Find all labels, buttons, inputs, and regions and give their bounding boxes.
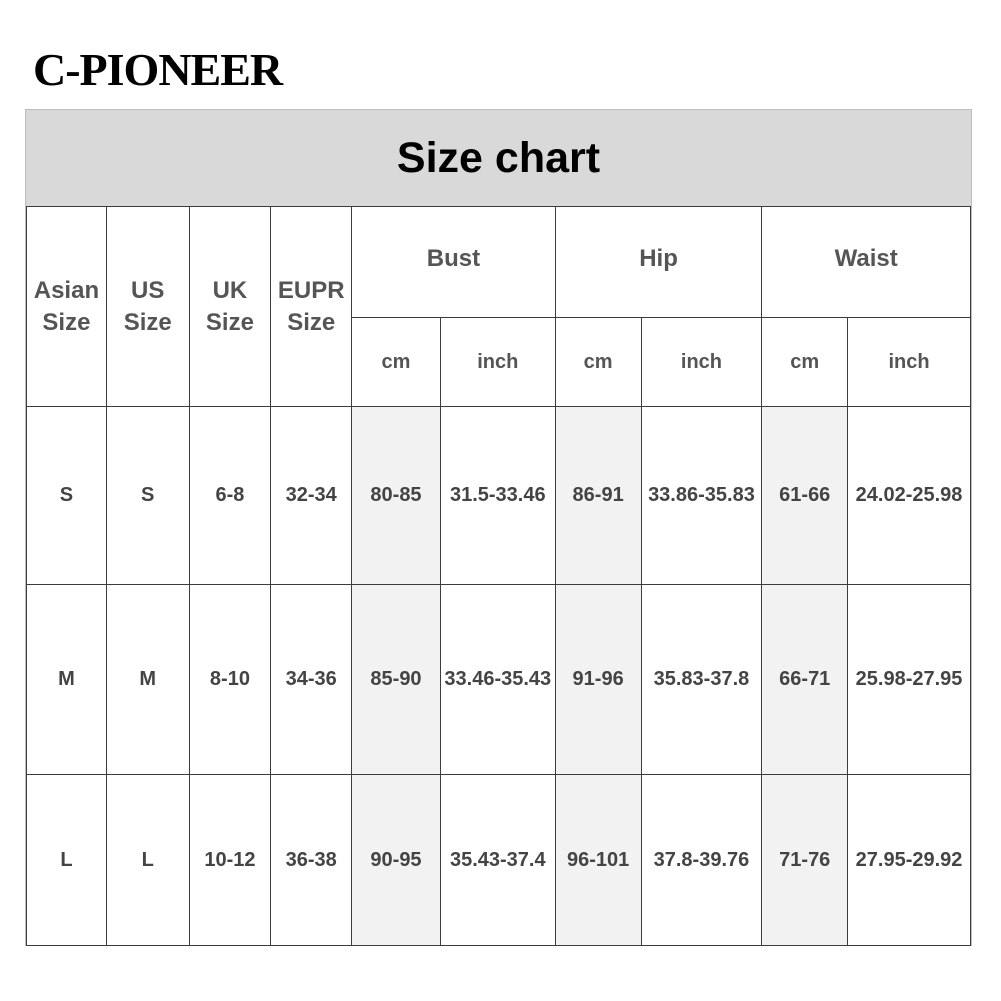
- header-us-size-line2: Size: [123, 308, 172, 336]
- cell-eupr-size: 34-36: [271, 585, 352, 775]
- cell-waist-cm: 66-71: [762, 585, 848, 775]
- cell-waist-inch: 25.98-27.95: [848, 585, 971, 775]
- header-waist-inch: inch: [848, 318, 971, 407]
- cell-asian-size: M: [27, 585, 107, 775]
- cell-bust-inch: 35.43-37.4: [440, 775, 555, 946]
- cell-asian-size: L: [27, 775, 107, 946]
- header-us-size-line1: US: [131, 276, 165, 304]
- header-waist-cm: cm: [762, 318, 848, 407]
- cell-uk-size: 8-10: [189, 585, 271, 775]
- table-row: [27, 775, 971, 946]
- header-eupr-size-line1: EUPR: [277, 276, 345, 304]
- cell-uk-size: 10-12: [189, 775, 271, 946]
- header-uk-size: [189, 207, 271, 407]
- header-hip: Hip: [555, 207, 762, 318]
- cell-hip-inch: 33.86-35.83: [641, 407, 762, 585]
- header-asian-size-line2: Size: [42, 308, 91, 336]
- header-eupr-size-line2: Size: [287, 308, 336, 336]
- header-uk-size-line2: Size: [205, 308, 254, 336]
- cell-eupr-size: 32-34: [271, 407, 352, 585]
- cell-us-size: M: [106, 585, 189, 775]
- header-bust-cm: cm: [352, 318, 441, 407]
- cell-hip-cm: 96-101: [555, 775, 641, 946]
- header-bust: Bust: [352, 207, 556, 318]
- cell-waist-cm: 61-66: [762, 407, 848, 585]
- header-us-size: [106, 207, 189, 407]
- brand-logo: C-PIONEER: [33, 44, 283, 95]
- size-table-wrapper: [26, 206, 971, 946]
- cell-hip-inch: 35.83-37.8: [641, 585, 762, 775]
- header-asian-size-line1: Asian: [33, 276, 100, 304]
- header-row-groups: [27, 207, 971, 318]
- cell-bust-cm: 90-95: [352, 775, 441, 946]
- cell-waist-inch: 27.95-29.92: [848, 775, 971, 946]
- cell-bust-cm: 80-85: [352, 407, 441, 585]
- cell-waist-cm: 71-76: [762, 775, 848, 946]
- cell-hip-cm: 86-91: [555, 407, 641, 585]
- cell-waist-inch: 24.02-25.98: [848, 407, 971, 585]
- size-chart: [25, 109, 972, 946]
- header-asian-size: [27, 207, 107, 407]
- cell-asian-size: S: [27, 407, 107, 585]
- cell-hip-cm: 91-96: [555, 585, 641, 775]
- header-hip-inch: inch: [641, 318, 762, 407]
- cell-us-size: S: [106, 407, 189, 585]
- table-row: [27, 407, 971, 585]
- header-eupr-size: [271, 207, 352, 407]
- header-hip-cm: cm: [555, 318, 641, 407]
- chart-title: Size chart: [396, 133, 601, 182]
- size-table: [26, 206, 971, 946]
- cell-us-size: L: [106, 775, 189, 946]
- header-bust-inch: inch: [440, 318, 555, 407]
- cell-eupr-size: 36-38: [271, 775, 352, 946]
- table-row: [27, 585, 971, 775]
- cell-bust-cm: 85-90: [352, 585, 441, 775]
- cell-bust-inch: 33.46-35.43: [440, 585, 555, 775]
- cell-uk-size: 6-8: [189, 407, 271, 585]
- header-waist: Waist: [762, 207, 971, 318]
- cell-bust-inch: 31.5-33.46: [440, 407, 555, 585]
- header-uk-size-line1: UK: [212, 276, 248, 304]
- title-bar: [26, 110, 971, 207]
- cell-hip-inch: 37.8-39.76: [641, 775, 762, 946]
